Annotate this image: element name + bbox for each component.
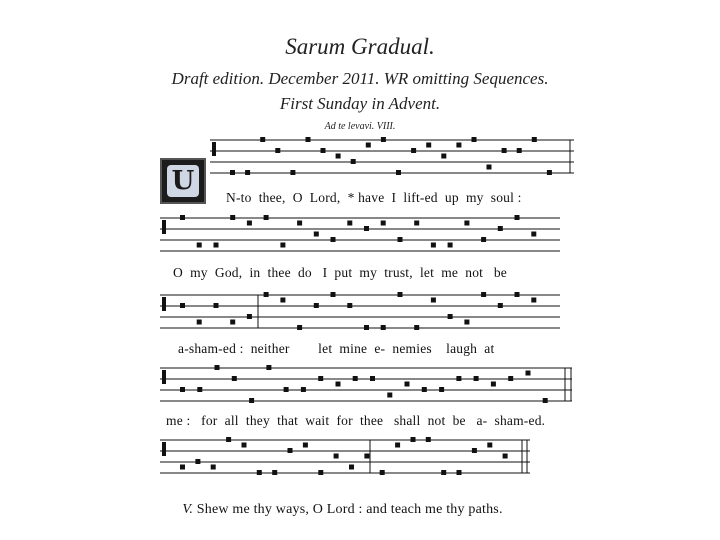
neume-note [381, 221, 386, 226]
edition-subtitle: Draft edition. December 2011. WR omitting Sequences. [171, 69, 549, 88]
neume-note [515, 215, 520, 220]
neume-note [508, 376, 513, 381]
neume-note [366, 143, 371, 148]
neume-note [180, 387, 185, 392]
clef [162, 297, 166, 311]
neume-note [257, 470, 262, 475]
neume-note [364, 325, 369, 330]
neume-note [197, 320, 202, 325]
neume-note [349, 465, 354, 470]
neume-note [260, 137, 265, 142]
neume-note [543, 398, 548, 403]
neume-note [531, 298, 536, 303]
neume-note [441, 154, 446, 159]
neume-note [431, 243, 436, 248]
chant-incipit: Ad te levavi. VIII. [324, 121, 396, 132]
neume-note [306, 137, 311, 142]
neume-note [232, 376, 237, 381]
neume-note [398, 292, 403, 297]
neume-note [414, 325, 419, 330]
neume-note [381, 325, 386, 330]
neume-note [439, 387, 444, 392]
neume-note [441, 470, 446, 475]
neume-note [336, 382, 341, 387]
occasion-heading: First Sunday in Advent. [279, 94, 441, 113]
neume-note [515, 292, 520, 297]
neume-note [297, 325, 302, 330]
neume-note [180, 215, 185, 220]
neume-note [531, 232, 536, 237]
neume-note [448, 243, 453, 248]
neume-note [318, 376, 323, 381]
neume-note [381, 137, 386, 142]
verse-line [175, 486, 503, 518]
lyric-line-3: a-sham-ed : neither let mine e- nemies laugh at [178, 341, 495, 356]
neume-note [472, 137, 477, 142]
neume-note [242, 443, 247, 448]
neume-note [472, 448, 477, 453]
neume-note [395, 443, 400, 448]
neume-note [398, 237, 403, 242]
neume-note [487, 165, 492, 170]
neume-note [318, 470, 323, 475]
neume-note [249, 398, 254, 403]
neume-note [481, 292, 486, 297]
neume-note [266, 365, 271, 370]
neume-note [264, 215, 269, 220]
neume-note [351, 159, 356, 164]
neume-note [247, 314, 252, 319]
neume-note [353, 376, 358, 381]
neume-note [526, 371, 531, 376]
lyric-line-1: N-to thee, O Lord, * have I lift-ed up my soul : [226, 190, 522, 205]
clef [162, 370, 166, 384]
neume-note [364, 454, 369, 459]
neume-note [456, 143, 461, 148]
neume-note [487, 443, 492, 448]
neume-note [532, 137, 537, 142]
neume-note [301, 387, 306, 392]
neume-note [215, 365, 220, 370]
neume-note [474, 376, 479, 381]
initial-letter: U [171, 166, 195, 196]
neume-note [491, 382, 496, 387]
neume-note [180, 465, 185, 470]
neume-note [380, 470, 385, 475]
lyric-line-4: me : for all they that wait for thee shall not be a- sham-ed. [166, 413, 546, 428]
neume-note [498, 303, 503, 308]
neume-note [426, 143, 431, 148]
neume-note [387, 393, 392, 398]
neume-note [314, 303, 319, 308]
neume-note [431, 298, 436, 303]
neume-note [411, 148, 416, 153]
lyric-line-2: O my God, in thee do I put my trust, let me not be [173, 265, 507, 280]
neume-note [334, 454, 339, 459]
neume-note [347, 303, 352, 308]
neume-note [464, 221, 469, 226]
neume-note [180, 303, 185, 308]
neume-note [264, 292, 269, 297]
neume-note [197, 387, 202, 392]
neume-note [275, 148, 280, 153]
clef [162, 442, 166, 456]
neume-note [426, 437, 431, 442]
neume-note [411, 437, 416, 442]
verse-marker: V. [182, 502, 194, 517]
neume-note [336, 154, 341, 159]
neume-note [314, 232, 319, 237]
neume-note [422, 387, 427, 392]
document-title: Sarum Gradual. [285, 34, 435, 59]
neume-note [498, 226, 503, 231]
neume-note [197, 243, 202, 248]
neume-note [195, 459, 200, 464]
neume-note [214, 303, 219, 308]
neume-note [457, 470, 462, 475]
neume-note [230, 320, 235, 325]
verse-text: Shew me thy ways, O Lord : and teach me thy paths. [193, 502, 503, 517]
neume-note [230, 170, 235, 175]
neume-note [211, 465, 216, 470]
neume-note [502, 148, 507, 153]
neume-note [280, 243, 285, 248]
neume-note [448, 314, 453, 319]
neume-note [503, 454, 508, 459]
neume-note [280, 298, 285, 303]
neume-note [245, 170, 250, 175]
neume-note [290, 170, 295, 175]
clef [162, 220, 166, 234]
neume-note [517, 148, 522, 153]
neume-note [405, 382, 410, 387]
neume-note [303, 443, 308, 448]
neume-note [284, 387, 289, 392]
clef [212, 142, 216, 156]
neume-note [331, 237, 336, 242]
neume-note [247, 221, 252, 226]
neume-note [321, 148, 326, 153]
neume-note [481, 237, 486, 242]
neume-note [464, 320, 469, 325]
neume-note [230, 215, 235, 220]
neume-note [347, 221, 352, 226]
neume-note [226, 437, 231, 442]
neume-note [396, 170, 401, 175]
neume-note [547, 170, 552, 175]
neume-note [364, 226, 369, 231]
neume-note [297, 221, 302, 226]
neume-note [272, 470, 277, 475]
neume-note [370, 376, 375, 381]
neume-note [456, 376, 461, 381]
neume-note [414, 221, 419, 226]
neume-note [331, 292, 336, 297]
neume-note [214, 243, 219, 248]
neume-note [288, 448, 293, 453]
